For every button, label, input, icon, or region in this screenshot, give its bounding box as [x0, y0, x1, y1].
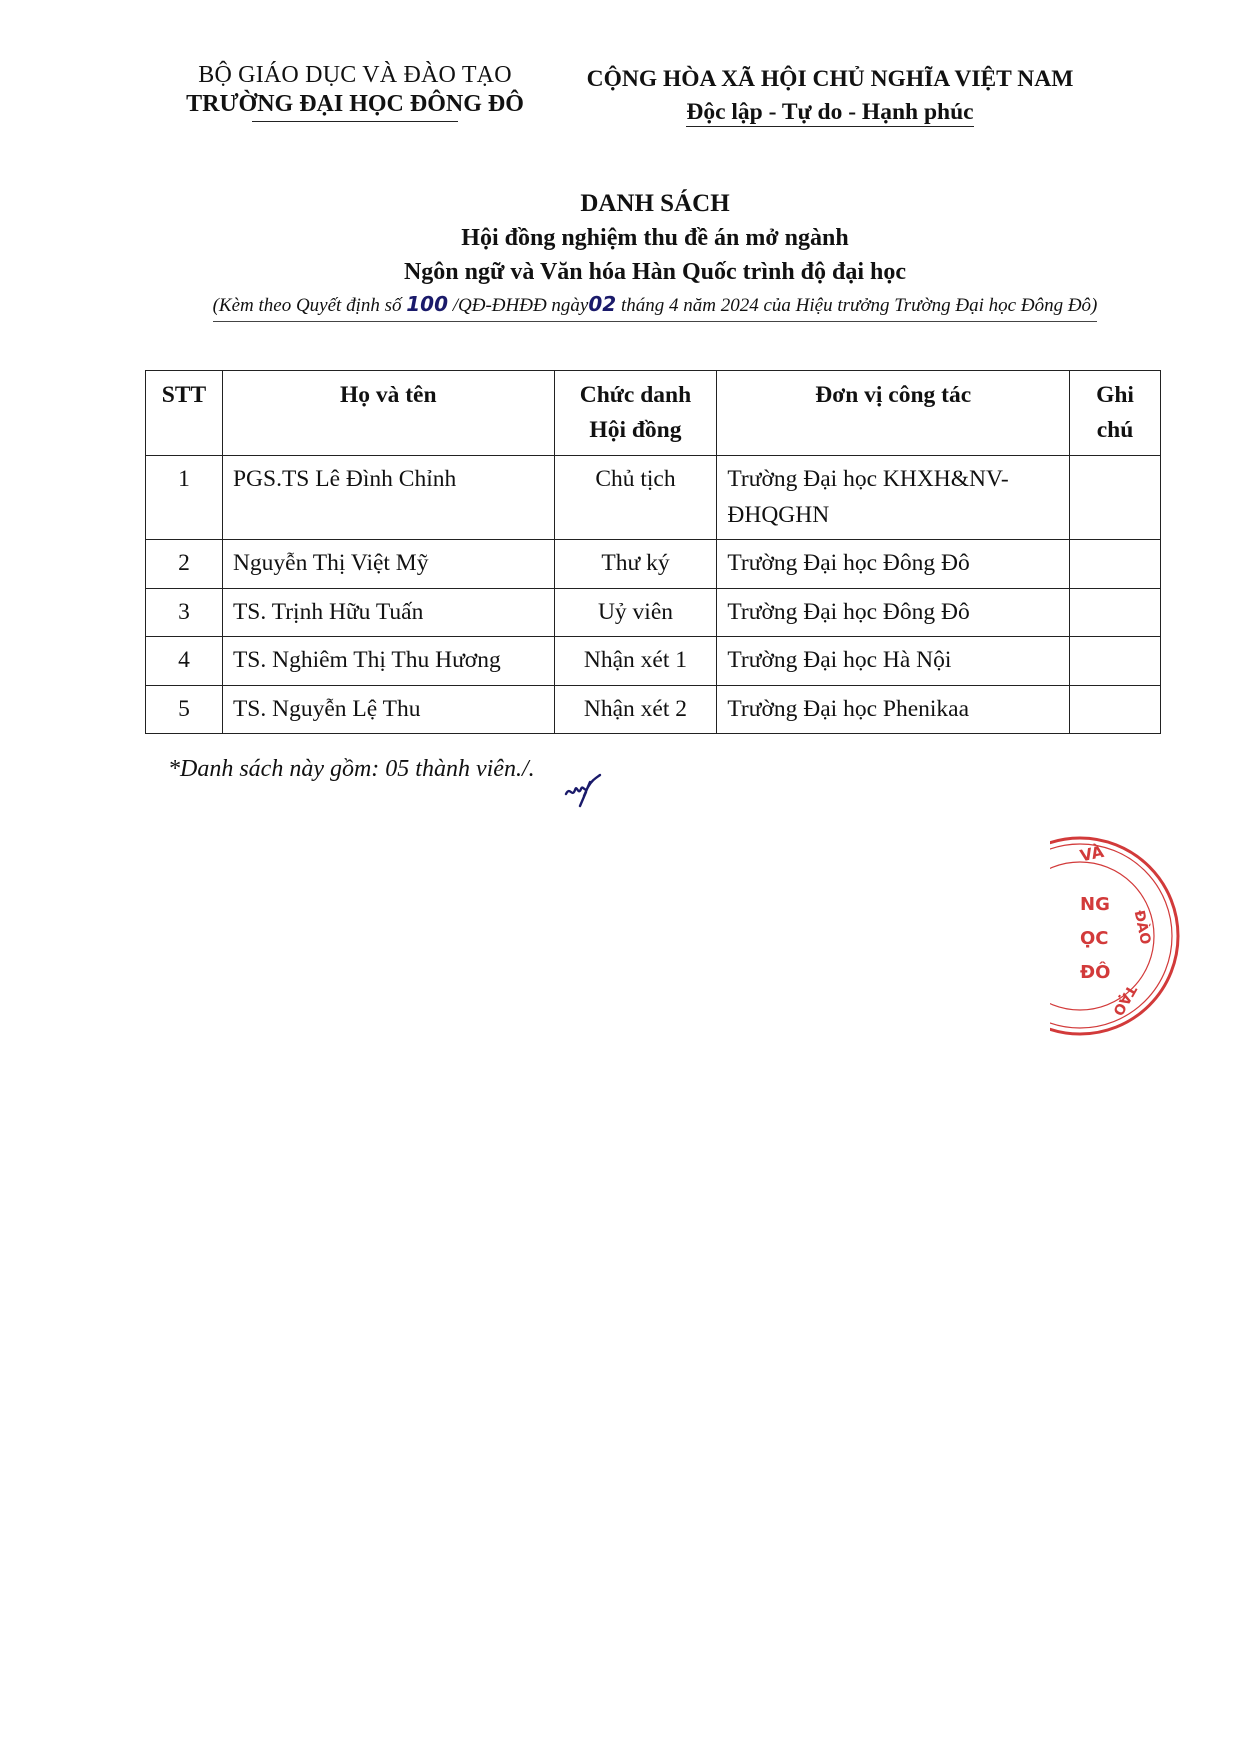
- row-note: [1070, 455, 1161, 540]
- header-role: [554, 371, 717, 456]
- stamp-fragment-tao: TẠO: [1109, 982, 1140, 1019]
- attach-suffix: tháng 4 năm 2024 của Hiệu trưởng Trường Đại học Đông Đô): [616, 295, 1098, 316]
- row-unit: Trường Đại học Hà Nội: [717, 637, 1070, 685]
- row-role: Thư ký: [554, 540, 717, 588]
- table-row: [146, 685, 1161, 733]
- row-role: Nhận xét 1: [554, 637, 717, 685]
- stamp-fragment-oc: ỌC: [1080, 928, 1109, 949]
- row-stt: 5: [146, 685, 223, 733]
- row-role: Uỷ viên: [554, 588, 717, 636]
- school-underline: [252, 121, 458, 122]
- handwritten-initials: [562, 772, 604, 808]
- row-role: Nhận xét 2: [554, 685, 717, 733]
- row-stt: 4: [146, 637, 223, 685]
- stamp-fragment-dao: ĐÀO: [1130, 908, 1154, 946]
- row-role: Chủ tịch: [554, 455, 717, 540]
- table-row: [146, 540, 1161, 588]
- document-title: DANH SÁCH: [580, 190, 730, 217]
- header-right: [560, 66, 1100, 127]
- row-name: TS. Nguyễn Lệ Thu: [222, 685, 554, 733]
- row-name: Nguyễn Thị Việt Mỹ: [222, 540, 554, 588]
- handwritten-decision-number: 100: [406, 292, 448, 316]
- row-unit: Trường Đại học Đông Đô: [717, 588, 1070, 636]
- row-unit-line1: Trường Đại học KHXH&NV-: [727, 465, 1009, 492]
- member-count-note: *Danh sách này gồm: 05 thành viên./.: [168, 756, 535, 782]
- table-row: [146, 637, 1161, 685]
- row-name: TS. Nghiêm Thị Thu Hương: [222, 637, 554, 685]
- document-subtitle-1: Hội đồng nghiệm thu đề án mở ngành: [461, 225, 849, 251]
- members-table: [145, 370, 1161, 734]
- row-note: [1070, 540, 1161, 588]
- attachment-reference: [213, 292, 1098, 322]
- header-note: [1070, 371, 1161, 456]
- attach-mid: /QĐ-ĐHĐĐ ngày: [448, 295, 589, 316]
- header-note-line2: chú: [1096, 417, 1134, 444]
- row-unit: Trường Đại học Phenikaa: [717, 685, 1070, 733]
- row-note: [1070, 588, 1161, 636]
- row-stt: 2: [146, 540, 223, 588]
- row-unit: Trường Đại học Đông Đô: [717, 540, 1070, 588]
- row-stt: 3: [146, 588, 223, 636]
- ministry-name: BỘ GIÁO DỤC VÀ ĐÀO TẠO: [198, 62, 512, 88]
- header-note-line1: Ghi: [1096, 382, 1134, 408]
- red-seal-stamp: [1050, 820, 1180, 1040]
- table-row: [146, 455, 1161, 540]
- title-block: [80, 190, 1230, 322]
- row-name: PGS.TS Lê Đình Chỉnh: [222, 455, 554, 540]
- republic-name: CỘNG HÒA XÃ HỘI CHỦ NGHĨA VIỆT NAM: [586, 66, 1074, 92]
- row-note: [1070, 637, 1161, 685]
- header-role-line2: Hội đồng: [589, 417, 682, 444]
- handwritten-decision-day: 02: [588, 292, 617, 316]
- national-motto: Độc lập - Tự do - Hạnh phúc: [686, 99, 974, 125]
- row-name: TS. Trịnh Hữu Tuấn: [222, 588, 554, 636]
- row-unit-line2: ĐHQGHN: [727, 501, 830, 528]
- school-name: TRƯỜNG ĐẠI HỌC ĐÔNG ĐÔ: [186, 91, 524, 117]
- row-note: [1070, 685, 1161, 733]
- stamp-fragment-va: VÀ: [1078, 841, 1106, 866]
- stamp-fragment-ng: NG: [1080, 894, 1110, 915]
- row-stt: 1: [146, 455, 223, 540]
- table-row: [146, 588, 1161, 636]
- header-left: [150, 62, 560, 122]
- stamp-fragment-do: ĐÔ: [1080, 962, 1111, 983]
- table-header-row: [146, 371, 1161, 456]
- header-stt: STT: [146, 371, 223, 456]
- header-name: Họ và tên: [222, 371, 554, 456]
- attach-prefix: (Kèm theo Quyết định số: [212, 295, 407, 316]
- header-unit: Đơn vị công tác: [717, 371, 1070, 456]
- row-unit: [717, 455, 1070, 540]
- document-subtitle-2: Ngôn ngữ và Văn hóa Hàn Quốc trình độ đại học: [403, 259, 907, 285]
- header-role-line1: Chức danh: [579, 382, 692, 408]
